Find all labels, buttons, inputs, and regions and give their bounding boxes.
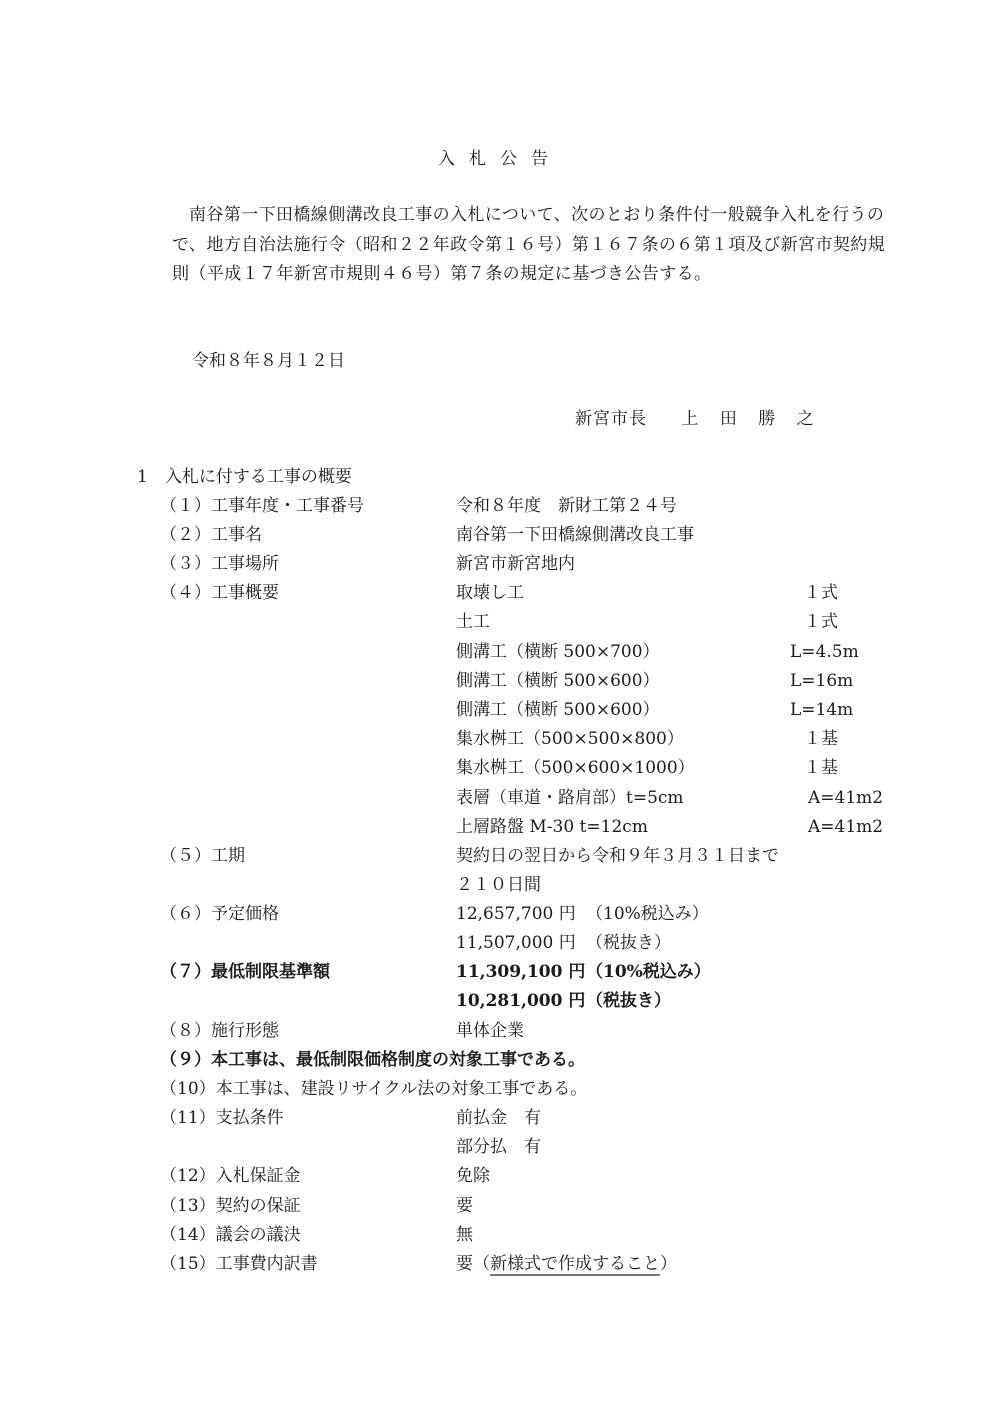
work-quantity: L=4.5m bbox=[790, 642, 859, 662]
underlined-note: 新様式で作成すること bbox=[490, 1254, 660, 1274]
signer-title: 新宮市長 bbox=[575, 409, 647, 429]
item-value bbox=[456, 1250, 677, 1279]
item-value: 要 bbox=[456, 1196, 473, 1216]
section-heading: 1 入札に付する工事の概要 bbox=[137, 467, 352, 487]
item-label: （14）議会の議決 bbox=[160, 1225, 301, 1245]
notice-date: 令和８年８月１２日 bbox=[192, 351, 345, 371]
item-value: 部分払 有 bbox=[456, 1137, 541, 1157]
work-quantity: L=14m bbox=[790, 700, 854, 720]
signer-name-char: 田 bbox=[719, 409, 738, 429]
item-label: （４）工事概要 bbox=[160, 583, 279, 603]
work-quantity: １式 bbox=[804, 583, 838, 603]
item-label: （12）入札保証金 bbox=[160, 1166, 301, 1186]
item-value: 新宮市新宮地内 bbox=[456, 554, 575, 574]
item-label: （５）工期 bbox=[160, 846, 245, 866]
price-row bbox=[456, 929, 671, 958]
price-amount: 12,657,700 円 bbox=[456, 904, 576, 924]
signer bbox=[575, 405, 815, 434]
price-amount: 10,281,000 円 bbox=[456, 991, 586, 1011]
work-quantity: A=41m2 bbox=[808, 817, 884, 837]
item-value: 令和８年度 新財工第２４号 bbox=[456, 496, 677, 516]
work-quantity: １基 bbox=[804, 729, 838, 749]
item-value: 前払金 有 bbox=[456, 1108, 541, 1128]
item-label: （13）契約の保証 bbox=[160, 1196, 301, 1216]
work-item: 側溝工（横断 500×600） bbox=[456, 700, 660, 720]
work-item: 土工 bbox=[456, 612, 490, 632]
item-label: （３）工事場所 bbox=[160, 554, 279, 574]
item-value: 単体企業 bbox=[456, 1021, 524, 1041]
item-value: 契約日の翌日から令和９年３月３１日まで bbox=[456, 846, 779, 866]
work-item: 取壊し工 bbox=[456, 583, 524, 603]
item-value: 南谷第一下田橋線側溝改良工事 bbox=[456, 525, 694, 545]
work-quantity: L=16m bbox=[790, 671, 854, 691]
intro-paragraph: 南谷第一下田橋線側溝改良工事の入札について、次のとおり条件付一般競争入札を行うので、地方自治法施行令（昭和２２年政令第１６号）第１６７条の６第１項及び新宮市契約規則（平成１７年新宮市規則４６号）第７条の規定に基づき公告する。 bbox=[172, 205, 886, 284]
work-item: 側溝工（横断 500×600） bbox=[456, 671, 660, 691]
price-row bbox=[456, 900, 709, 929]
item-value: 無 bbox=[456, 1225, 473, 1245]
work-item: 上層路盤 M-30 t=12cm bbox=[456, 817, 648, 837]
item-value: 免除 bbox=[456, 1166, 490, 1186]
work-quantity: １式 bbox=[804, 612, 838, 632]
price-note: （10%税込み） bbox=[586, 962, 711, 982]
price-note: （10%税込み） bbox=[586, 904, 709, 924]
signer-name-char: 之 bbox=[796, 409, 815, 429]
signer-name-char: 上 bbox=[681, 409, 700, 429]
notice-title: 入札公告 bbox=[438, 149, 562, 169]
item-value: ２１０日間 bbox=[456, 875, 541, 895]
work-item: 側溝工（横断 500×700） bbox=[456, 642, 660, 662]
work-quantity: １基 bbox=[804, 758, 838, 778]
item-label: （15）工事費内訳書 bbox=[160, 1254, 318, 1274]
item-label: （８）施行形態 bbox=[160, 1021, 279, 1041]
price-note: （税抜き） bbox=[586, 991, 671, 1011]
item-label: （11）支払条件 bbox=[160, 1108, 284, 1128]
price-row bbox=[456, 958, 711, 987]
price-row bbox=[456, 987, 671, 1016]
work-quantity: A=41m2 bbox=[808, 788, 884, 808]
item-label: （１）工事年度・工事番号 bbox=[160, 496, 364, 516]
value-prefix: 要（ bbox=[456, 1254, 490, 1274]
price-note: （税抜き） bbox=[586, 933, 671, 953]
price-amount: 11,309,100 円 bbox=[456, 962, 586, 982]
item-label: （６）予定価格 bbox=[160, 904, 279, 924]
work-item: 表層（車道・路肩部）t=5cm bbox=[456, 788, 684, 808]
item-label: （７）最低制限基準額 bbox=[160, 962, 330, 982]
item-statement: （９）本工事は、最低制限価格制度の対象工事である。 bbox=[160, 1050, 585, 1070]
work-item: 集水桝工（500×600×1000） bbox=[456, 758, 695, 778]
signer-name-char: 勝 bbox=[758, 409, 777, 429]
item-statement: （10）本工事は、建設リサイクル法の対象工事である。 bbox=[160, 1079, 588, 1099]
value-suffix: ） bbox=[660, 1254, 677, 1274]
item-label: （２）工事名 bbox=[160, 525, 262, 545]
price-amount: 11,507,000 円 bbox=[456, 933, 576, 953]
work-item: 集水桝工（500×500×800） bbox=[456, 729, 684, 749]
